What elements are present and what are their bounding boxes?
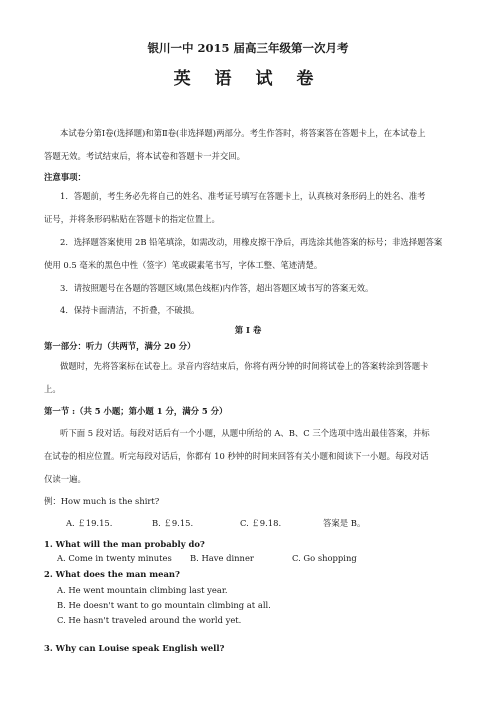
question-1-stem: 1. What will the man probably do? bbox=[44, 539, 205, 549]
section-1-desc-line-1: 听下面 5 段对话。每段对话后有一个小题，从题中所给的 A、B、C 三个选项中选出最佳答案，并标 bbox=[60, 428, 430, 438]
question-1-option-b: B. Have dinner bbox=[190, 553, 254, 563]
exam-title: 银川一中 2015 届高三年级第一次月考 bbox=[147, 41, 349, 55]
notes-heading: 注意事项： bbox=[44, 172, 86, 182]
section-1-desc-line-3: 仅读一遍。 bbox=[44, 474, 86, 484]
question-1-option-c: C. Go shopping bbox=[292, 553, 357, 563]
question-2-option-b: B. He doesn't want to go mountain climbing at all. bbox=[57, 600, 271, 610]
part-1-desc-line-1: 做题时，先将答案标在试卷上。录音内容结束后，你将有两分钟的时间将试卷上的答案转涂到答题卡 bbox=[60, 361, 429, 371]
example-option-c: C. ￡9.18. bbox=[240, 518, 282, 528]
question-3-stem: 3. Why can Louise speak English well? bbox=[44, 643, 225, 653]
subject-title: 英 语 试 卷 bbox=[173, 69, 323, 89]
intro-line-1: 本试卷分第Ⅰ卷(选择题)和第Ⅱ卷(非选择题)两部分。考生作答时，将答案答在答题卡上，在本试卷上 bbox=[60, 128, 426, 138]
example-option-b: B. ￡9.15. bbox=[152, 518, 194, 528]
question-2-stem: 2. What does the man mean? bbox=[44, 569, 180, 579]
question-1-option-a: A. Come in twenty minutes bbox=[57, 553, 172, 563]
note-1-line-1: 1．答题前，考生务必先将自己的姓名、准考证号填写在答题卡上，认真核对条形码上的姓名、准考 bbox=[60, 191, 426, 201]
note-1-line-2: 证号，并将条形码粘贴在答题卡的指定位置上。 bbox=[44, 214, 220, 224]
note-4: 4．保持卡面清洁，不折叠，不破损。 bbox=[60, 305, 200, 315]
volume-heading: 第 I 卷 bbox=[234, 325, 262, 335]
intro-line-2: 答题无效。考试结束后，将本试卷和答题卡一并交回。 bbox=[44, 151, 245, 161]
part-1-desc-line-2: 上。 bbox=[44, 384, 61, 394]
example-question: 例：How much is the shirt? bbox=[44, 496, 160, 506]
note-3: 3．请按照题号在各题的答题区域(黑色线框)内作答，超出答题区域书写的答案无效。 bbox=[60, 283, 374, 293]
note-2-line-1: 2．选择题答案使用 2B 铅笔填涂，如需改动，用橡皮擦干净后，再选涂其他答案的标号；非选择题答案 bbox=[60, 237, 443, 247]
section-1-desc-line-2: 在试卷的相应位置。听完每段对话后，你都有 10 秒钟的时间来回答有关小题和阅读下一小题。每段对话 bbox=[44, 451, 429, 461]
section-1-heading: 第一节 :（共 5 小题；第小题 1 分，满分 5 分） bbox=[44, 406, 228, 416]
example-option-a: A. ￡19.15. bbox=[66, 518, 113, 528]
example-answer: 答案是 B。 bbox=[323, 518, 366, 528]
question-2-option-a: A. He went mountain climbing last year. bbox=[57, 585, 228, 595]
part-1-heading: 第一部分：听力（共两节，满分 20 分） bbox=[44, 341, 196, 351]
note-2-line-2: 使用 0.5 毫米的黑色中性（签字）笔或碳素笔书写，字体工整、笔迹清楚。 bbox=[44, 260, 323, 270]
question-2-option-c: C. He hasn't traveled around the world yet. bbox=[57, 615, 242, 625]
